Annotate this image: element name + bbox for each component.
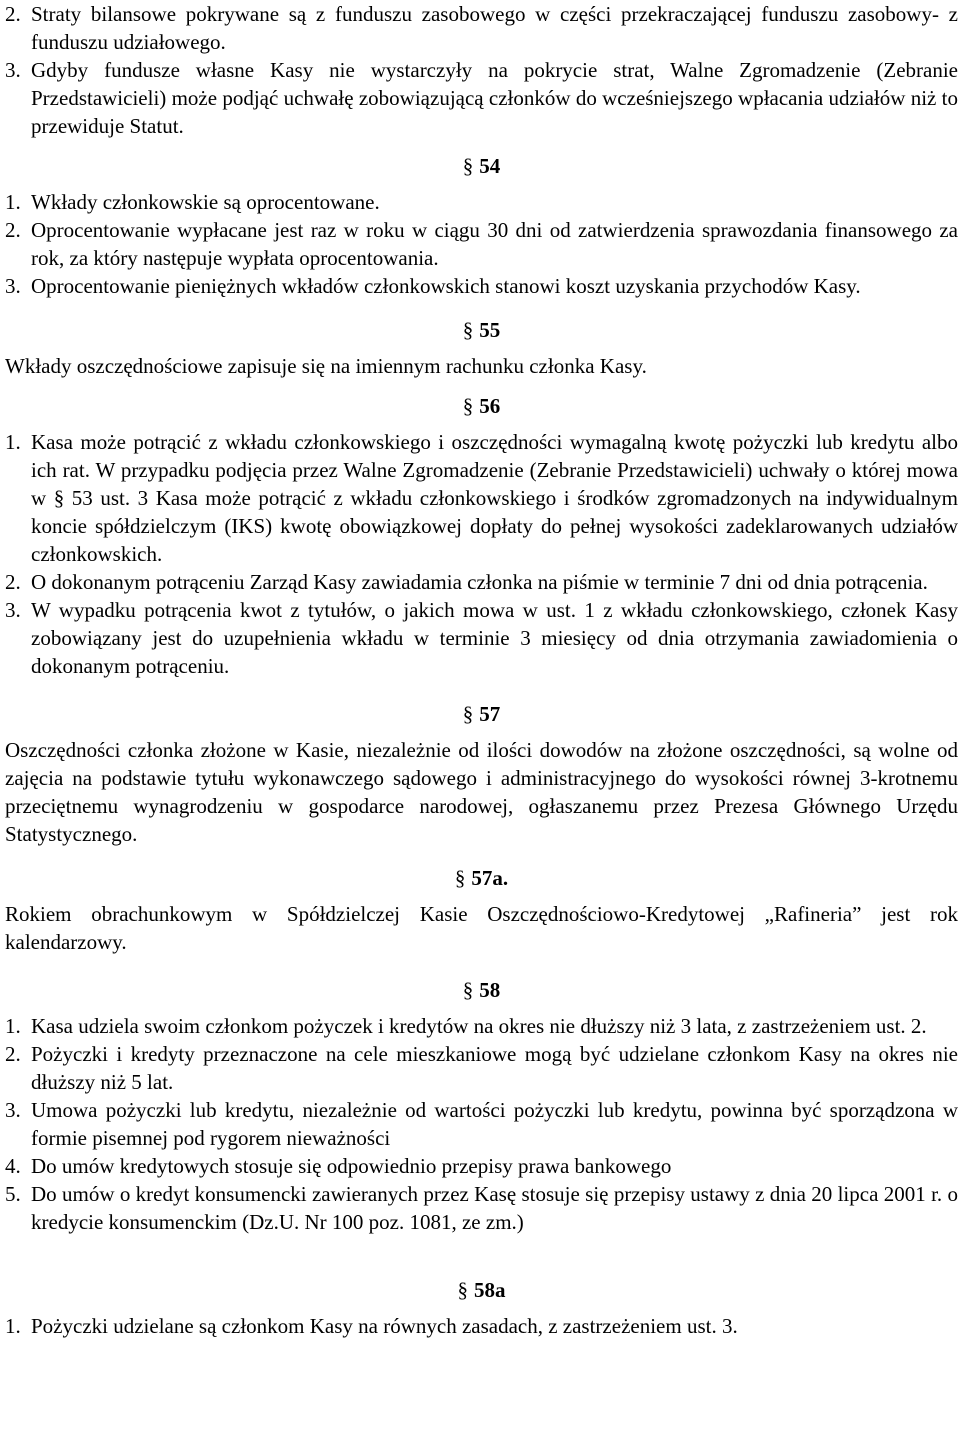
- item-number: 3.: [5, 598, 21, 622]
- item-text: Do umów o kredyt konsumencki zawieranych przez Kasę stosuje się przepisy ustawy z dnia 20 lipca 2001 r. o kredycie konsumenckim (Dz.U. Nr 100 poz. 1081, ze zm.): [31, 1182, 958, 1234]
- section-number: 55: [479, 318, 501, 342]
- section-heading-56: [5, 392, 958, 420]
- section-sign: §: [454, 866, 466, 890]
- item-number: 1.: [5, 1314, 21, 1338]
- item-text: Do umów kredytowych stosuje się odpowiednio przepisy prawa bankowego: [31, 1154, 672, 1178]
- item-text: O dokonanym potrąceniu Zarząd Kasy zawiadamia członka na piśmie w terminie 7 dni od dnia potrącenia.: [31, 570, 928, 594]
- item-text: Pożyczki udzielane są członkom Kasy na równych zasadach, z zastrzeżeniem ust. 3.: [31, 1314, 738, 1338]
- section-number: 58: [479, 978, 501, 1002]
- item-text: Kasa udziela swoim członkom pożyczek i kredytów na okres nie dłuższy niż 3 lata, z zastrzeżeniem ust. 2.: [31, 1014, 927, 1038]
- section-number: 57a.: [471, 866, 509, 890]
- section-sign: §: [462, 154, 474, 178]
- item-number: 3.: [5, 274, 21, 298]
- section-heading-55: [5, 316, 958, 344]
- item-text: Oprocentowanie pieniężnych wkładów członkowskich stanowi koszt uzyskania przychodów Kasy.: [31, 274, 861, 298]
- section-heading-58a: [5, 1276, 958, 1304]
- item-number: 3.: [5, 1098, 21, 1122]
- list-item: [5, 1012, 958, 1040]
- list-item: [5, 56, 958, 140]
- section-heading-54: [5, 152, 958, 180]
- item-text: Straty bilansowe pokrywane są z funduszu zasobowego w części przekraczającej funduszu zasobowy- z funduszu udziałowego.: [31, 2, 958, 54]
- item-number: 1.: [5, 190, 21, 214]
- list-item: [5, 216, 958, 272]
- list-item: [5, 1152, 958, 1180]
- paragraph: Oszczędności członka złożone w Kasie, niezależnie od ilości dowodów na złożone oszczędności, są wolne od zajęcia na podstawie tytułu wykonawczego sądowego i administracyjnego do wysokości równej 3-krotnemu przeciętnemu wynagrodzeniu w gospodarce narodowej, ogłaszanemu przez Prezesa Głównego Urzędu Statystycznego.: [5, 738, 958, 846]
- section-sign: §: [457, 1278, 468, 1302]
- list-item: [5, 568, 958, 596]
- item-number: 3.: [5, 58, 21, 82]
- item-text: Pożyczki i kredyty przeznaczone na cele mieszkaniowe mogą być udzielane członkom Kasy na okres nie dłuższy niż 5 lat.: [31, 1042, 958, 1094]
- section-sign: §: [462, 318, 474, 342]
- list-item: [5, 188, 958, 216]
- item-number: 1.: [5, 430, 21, 454]
- list-item: [5, 1096, 958, 1152]
- item-text: Gdyby fundusze własne Kasy nie wystarczyły na pokrycie strat, Walne Zgromadzenie (Zebranie Przedstawicieli) może podjąć uchwałę zobowiązującą członków do wcześniejszego wpłacania udziałów niż to przewiduje Statut.: [31, 58, 958, 138]
- list-item: [5, 1180, 958, 1236]
- section-heading-58: [5, 976, 958, 1004]
- list-item: [5, 1040, 958, 1096]
- list-item: [5, 596, 958, 680]
- section-sign: §: [462, 394, 474, 418]
- item-text: Oprocentowanie wypłacane jest raz w roku w ciągu 30 dni od zatwierdzenia sprawozdania finansowego za rok, za który następuje wypłata oprocentowania.: [31, 218, 958, 270]
- item-number: 5.: [5, 1182, 21, 1206]
- item-number: 2.: [5, 218, 21, 242]
- section-heading-57a: [5, 864, 958, 892]
- paragraph: Wkłady oszczędnościowe zapisuje się na imiennym rachunku członka Kasy.: [5, 354, 647, 378]
- item-number: 2.: [5, 2, 21, 26]
- section-heading-57: [5, 700, 958, 728]
- item-text: W wypadku potrącenia kwot z tytułów, o jakich mowa w ust. 1 z wkładu członkowskiego, członek Kasy zobowiązany jest do uzupełnienia wkładu w terminie 3 miesięcy od dnia otrzymania zawiadomienia o dokonanym potrąceniu.: [31, 598, 958, 678]
- list-item: [5, 428, 958, 568]
- section-sign: §: [462, 702, 474, 726]
- list-item: [5, 1312, 958, 1340]
- list-item: [5, 272, 958, 300]
- list-item: [5, 0, 958, 56]
- item-text: Wkłady członkowskie są oprocentowane.: [31, 190, 380, 214]
- item-number: 1.: [5, 1014, 21, 1038]
- item-text: Umowa pożyczki lub kredytu, niezależnie od wartości pożyczki lub kredytu, powinna być sporządzona w formie pisemnej pod rygorem nieważności: [31, 1098, 958, 1150]
- section-number: 54: [479, 154, 501, 178]
- section-number: 56: [479, 394, 501, 418]
- item-text: Kasa może potrącić z wkładu członkowskiego i oszczędności wymagalną kwotę pożyczki lub kredytu albo ich rat. W przypadku podjęcia przez Walne Zgromadzenie (Zebranie Przedstawicieli) uchwały o której mowa w § 53 ust. 3 Kasa może potrącić z wkładu członkowskiego i środków zgromadzonych na indywidualnym koncie spółdzielczym (IKS) kwotę obowiązkowej dopłaty do pełnej wysokości zadeklarowanych udziałów członkowskich.: [31, 430, 958, 566]
- section-sign: §: [462, 978, 474, 1002]
- paragraph: Rokiem obrachunkowym w Spółdzielczej Kasie Oszczędnościowo-Kredytowej „Rafineria” jest rok kalendarzowy.: [5, 902, 958, 954]
- item-number: 2.: [5, 570, 21, 594]
- section-number: 57: [479, 702, 501, 726]
- item-number: 2.: [5, 1042, 21, 1066]
- item-number: 4.: [5, 1154, 21, 1178]
- section-number: 58a: [474, 1278, 506, 1302]
